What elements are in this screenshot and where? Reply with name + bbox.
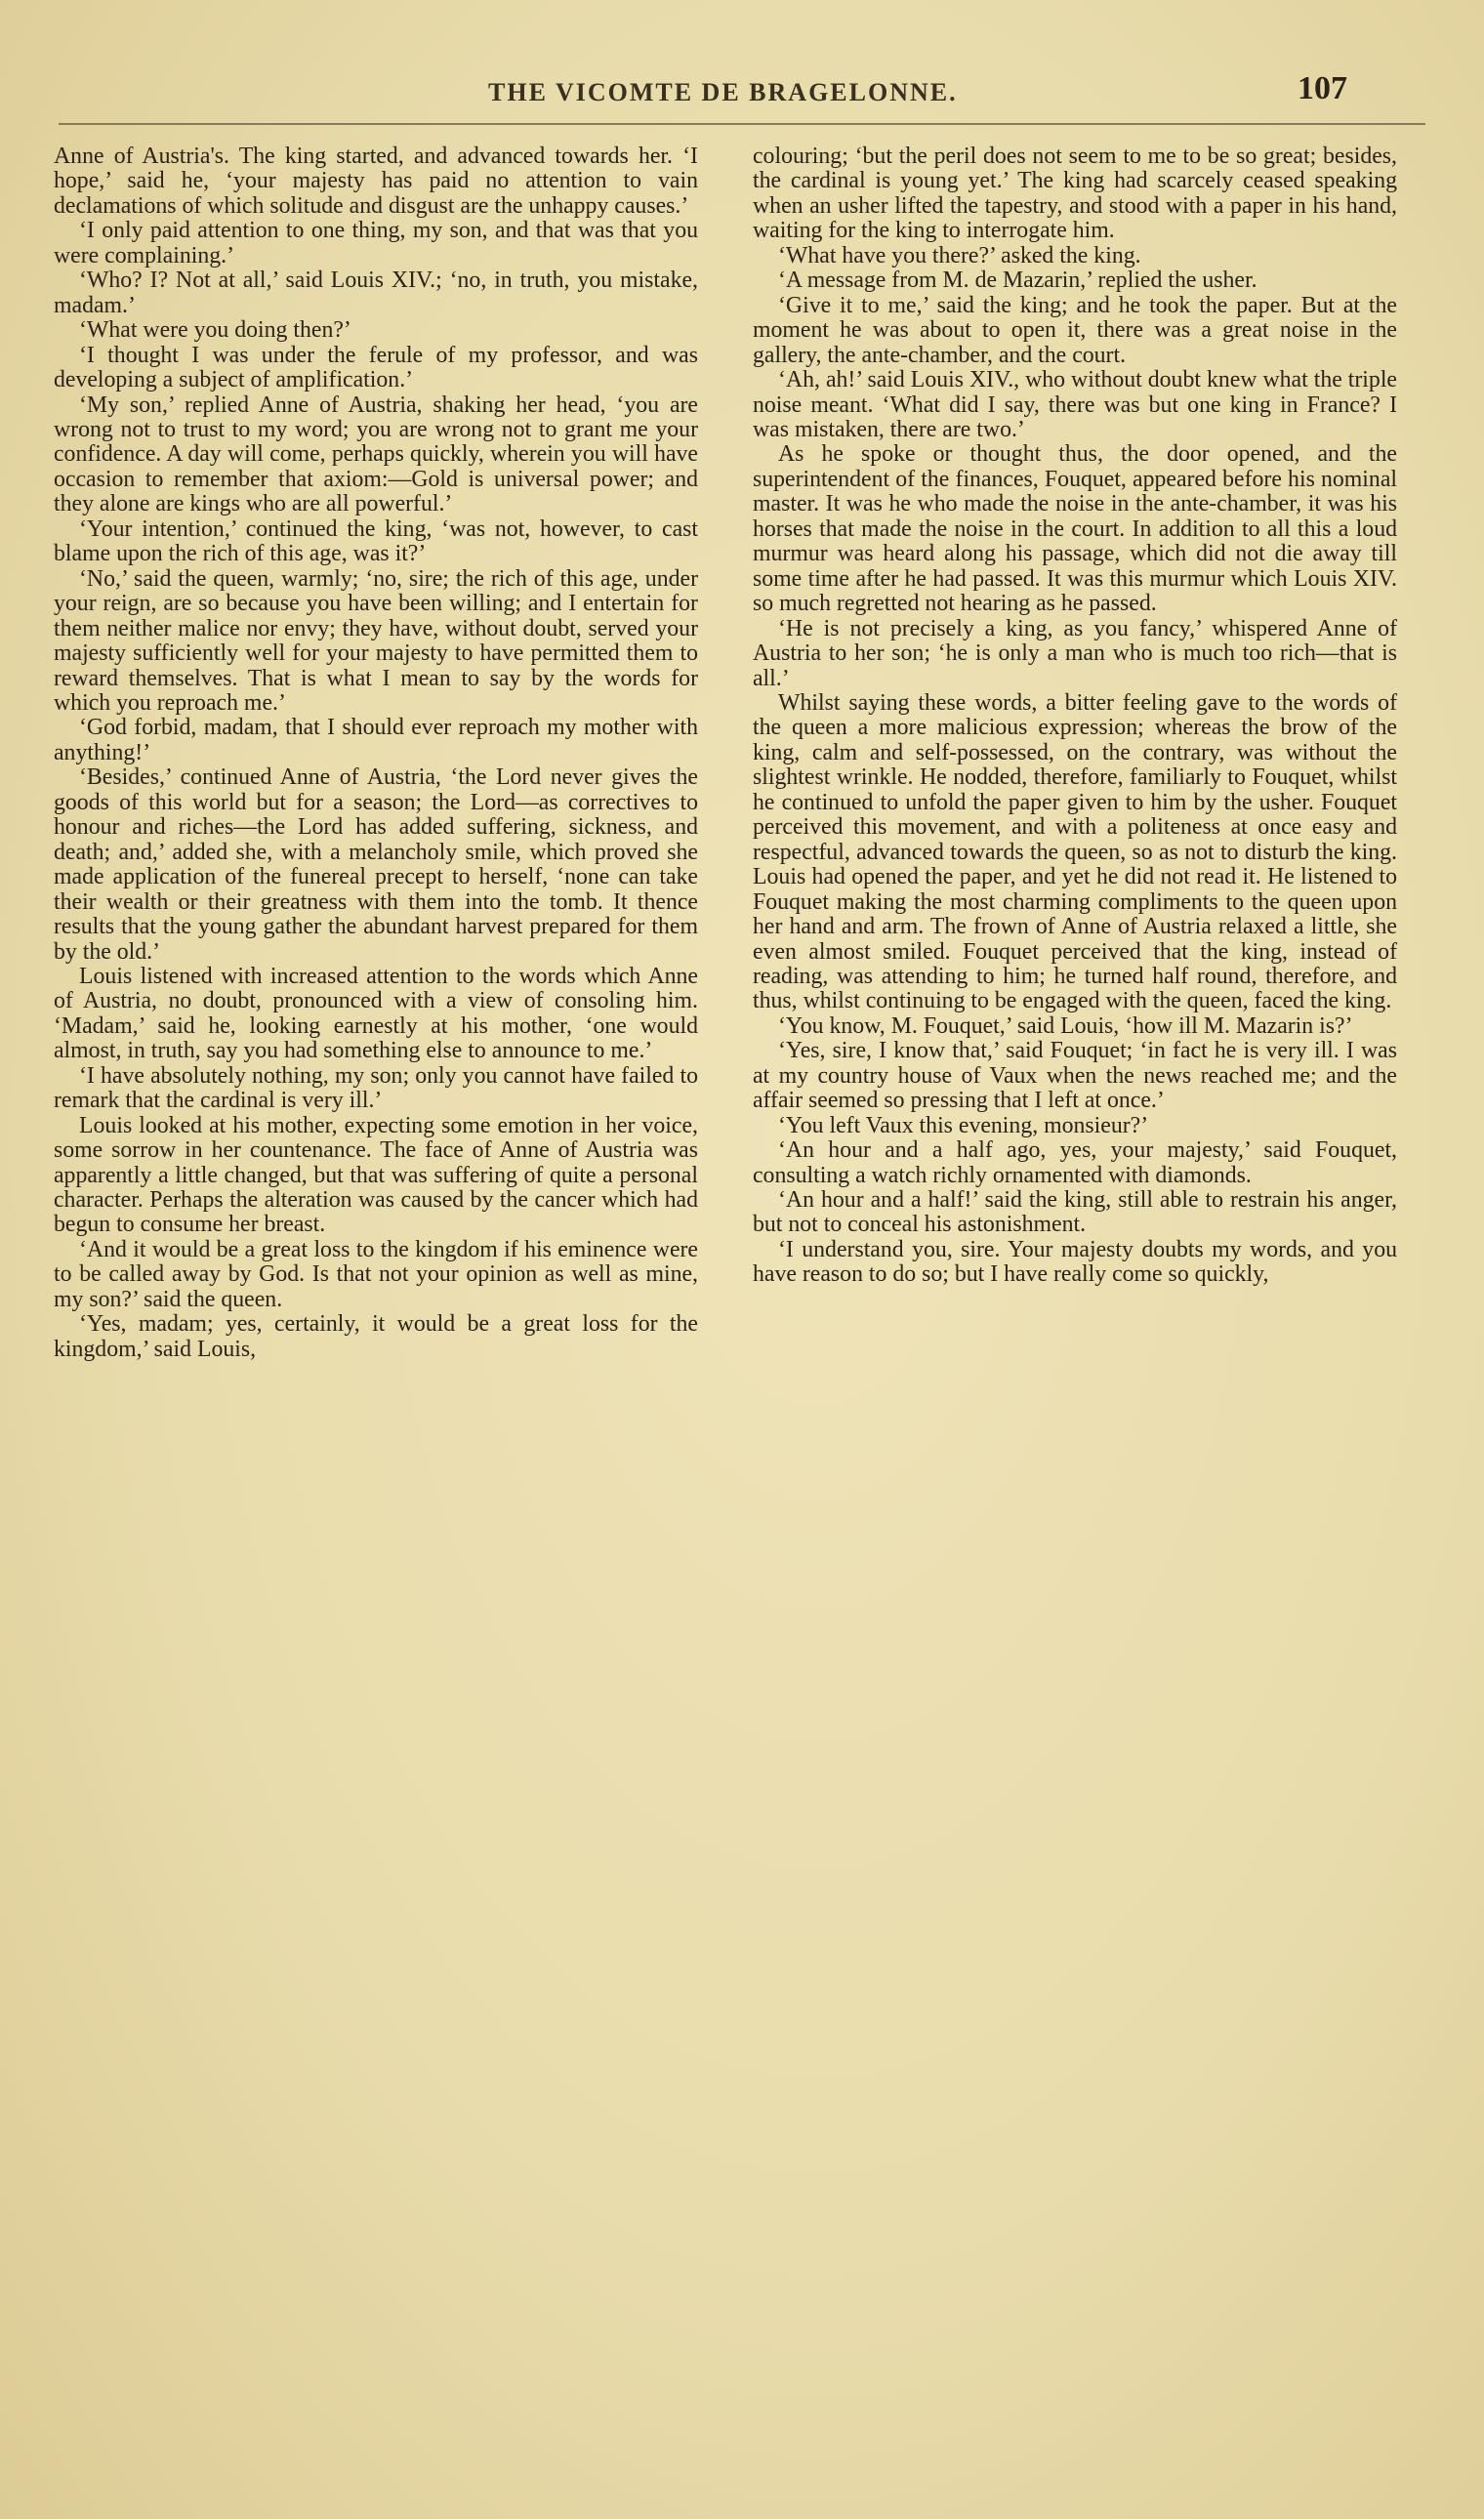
paragraph: ‘No,’ said the queen, warmly; ‘no, sire; the rich of this age, under your reign, are so because you have been willing; and I entertain for them neither malice nor envy; they have, without doubt, served your majesty sufficiently well for your majesty to have permitted them to reward themselves. That is what I mean to say by the words for which you reproach me.’	[54, 565, 698, 716]
paragraph: ‘What have you there?’ asked the king.	[778, 242, 1141, 268]
paragraph: Louis looked at his mother, expecting some emotion in her voice, some sorrow in her countenance. The face of Anne of Austria was apparently a little changed, but that was suffering of quite a personal character. Perhaps the alteration was caused by the cancer which had begun to consume her breast.	[54, 1112, 698, 1238]
paragraph: ‘Besides,’ continued Anne of Austria, ‘the Lord never gives the goods of this world but for a season; the Lord—as correctives to honour and riches—the Lord has added suffering, sickness, and death; and,’ added she, with a melancholy smile, which proved she made application of the funereal precept to herself, ‘none can take their wealth or their greatness with them into the tomb. It thence results that the young gather the abundant harvest prepared for them by the old.’	[54, 764, 698, 965]
paragraph: ‘A message from M. de Mazarin,’ replied the usher.	[778, 268, 1257, 294]
left-column	[54, 145, 698, 1362]
page-header	[488, 70, 1347, 119]
paragraph: ‘He is not precisely a king, as you fancy,’ whispered Anne of Austria to her son; ‘he is only a man who is much too rich—that is all.’	[753, 615, 1397, 691]
page-number: 107	[1298, 70, 1347, 106]
paragraph: ‘An hour and a half!’ said the king, still able to restrain his anger, but not to conceal his astonishment.	[753, 1187, 1397, 1238]
paragraph: ‘Who? I? Not at all,’ said Louis XIV.; ‘no, in truth, you mistake, madam.’	[54, 268, 698, 318]
paragraph: Louis listened with increased attention to the words which Anne of Austria, no doubt, pronounced with a view of consoling him. ‘Madam,’ said he, looking earnestly at his mother, ‘one would almost, in truth, say you had something else to announce to me.’	[54, 963, 698, 1064]
paragraph: ‘Yes, madam; yes, certainly, it would be a great loss for the kingdom,’ said Louis,	[54, 1311, 698, 1362]
paragraph: ‘I only paid attention to one thing, my son, and that was that you were complaining.’	[54, 218, 698, 268]
paragraph: ‘I understand you, sire. Your majesty doubts my words, and you have reason to do so; but I have really come so quickly,	[753, 1236, 1397, 1288]
paragraph: ‘You know, M. Fouquet,’ said Louis, ‘how ill M. Mazarin is?’	[778, 1012, 1353, 1039]
paragraph: ‘Your intention,’ continued the king, ‘was not, however, to cast blame upon the rich of this age, was it?’	[54, 516, 698, 567]
paragraph: ‘I have absolutely nothing, my son; only you cannot have failed to remark that the cardinal is very ill.’	[54, 1062, 698, 1114]
paragraph: Anne of Austria's. The king started, and advanced towards her. ‘I hope,’ said he, ‘your majesty has paid no attention to vain declamations of which solitude and disgust are the unhappy causes.’	[54, 144, 698, 219]
header-rule	[59, 123, 1425, 125]
right-column	[753, 145, 1397, 1288]
paragraph: ‘You left Vaux this evening, monsieur?’	[778, 1112, 1149, 1138]
paragraph: ‘An hour and a half ago, yes, your majesty,’ said Fouquet, consulting a watch richly ornamented with diamonds.	[753, 1137, 1397, 1188]
paragraph: ‘God forbid, madam, that I should ever reproach my mother with anything!’	[54, 715, 698, 765]
paragraph: ‘Yes, sire, I know that,’ said Fouquet; ‘in fact he is very ill. I was at my country house of Vaux when the news reached me; and the affair seemed so pressing that I left at once.’	[753, 1038, 1397, 1114]
paragraph: ‘And it would be a great loss to the kingdom if his eminence were to be called away by God. Is that not your opinion as well as mine, my son?’ said the queen.	[54, 1236, 698, 1312]
running-title: THE VICOMTE DE BRAGELONNE.	[488, 78, 958, 106]
paragraph: ‘What were you doing then?’	[79, 317, 351, 344]
paragraph: ‘My son,’ replied Anne of Austria, shaking her head, ‘you are wrong not to trust to my word; you are wrong not to grant me your confidence. A day will come, perhaps quickly, wherein you will have occasion to remember that axiom:—Gold is universal power; and they alone are kings who are all powerful.’	[54, 392, 698, 517]
paragraph: ‘Give it to me,’ said the king; and he took the paper. But at the moment he was about to open it, there was a great noise in the gallery, the ante-chamber, and the court.	[753, 292, 1397, 368]
paragraph: ‘I thought I was under the ferule of my professor, and was developing a subject of amplification.’	[54, 342, 698, 393]
paragraph: colouring; ‘but the peril does not seem to me to be so great; besides, the cardinal is young yet.’ The king had scarcely ceased speaking when an usher lifted the tapestry, and stood with a paper in his hand, waiting for the king to interrogate him.	[753, 144, 1397, 244]
paragraph: As he spoke or thought thus, the door opened, and the superintendent of the finances, Fouquet, appeared before his nominal master. It was he who made the noise in the ante-chamber, it was his horses that made the noise in the court. In addition to all this a loud murmur was heard along his passage, which did not die away till some time after he had passed. It was this murmur which Louis XIV. so much regretted not hearing as he passed.	[753, 441, 1397, 617]
paragraph: ‘Ah, ah!’ said Louis XIV., who without doubt knew what the triple noise meant. ‘What did I say, there was but one king in France? I was mistaken, there are two.’	[753, 367, 1397, 442]
paragraph: Whilst saying these words, a bitter feeling gave to the words of the queen a more malicious expression; whereas the brow of the king, calm and self-possessed, on the contrary, was without the slightest wrinkle. He nodded, therefore, familiarly to Fouquet, whilst he continued to unfold the paper given to him by the usher. Fouquet perceived this movement, and with a politeness at once easy and respectful, advanced towards the queen, so as not to disturb the king. Louis had opened the paper, and yet he did not read it. He listened to Fouquet making the most charming compliments to the queen upon her hand and arm. The frown of Anne of Austria relaxed a little, she even almost smiled. Fouquet perceived that the king, instead of reading, was attending to him; he turned half round, therefore, and thus, whilst continuing to be engaged with the queen, faced the king.	[753, 689, 1397, 1014]
